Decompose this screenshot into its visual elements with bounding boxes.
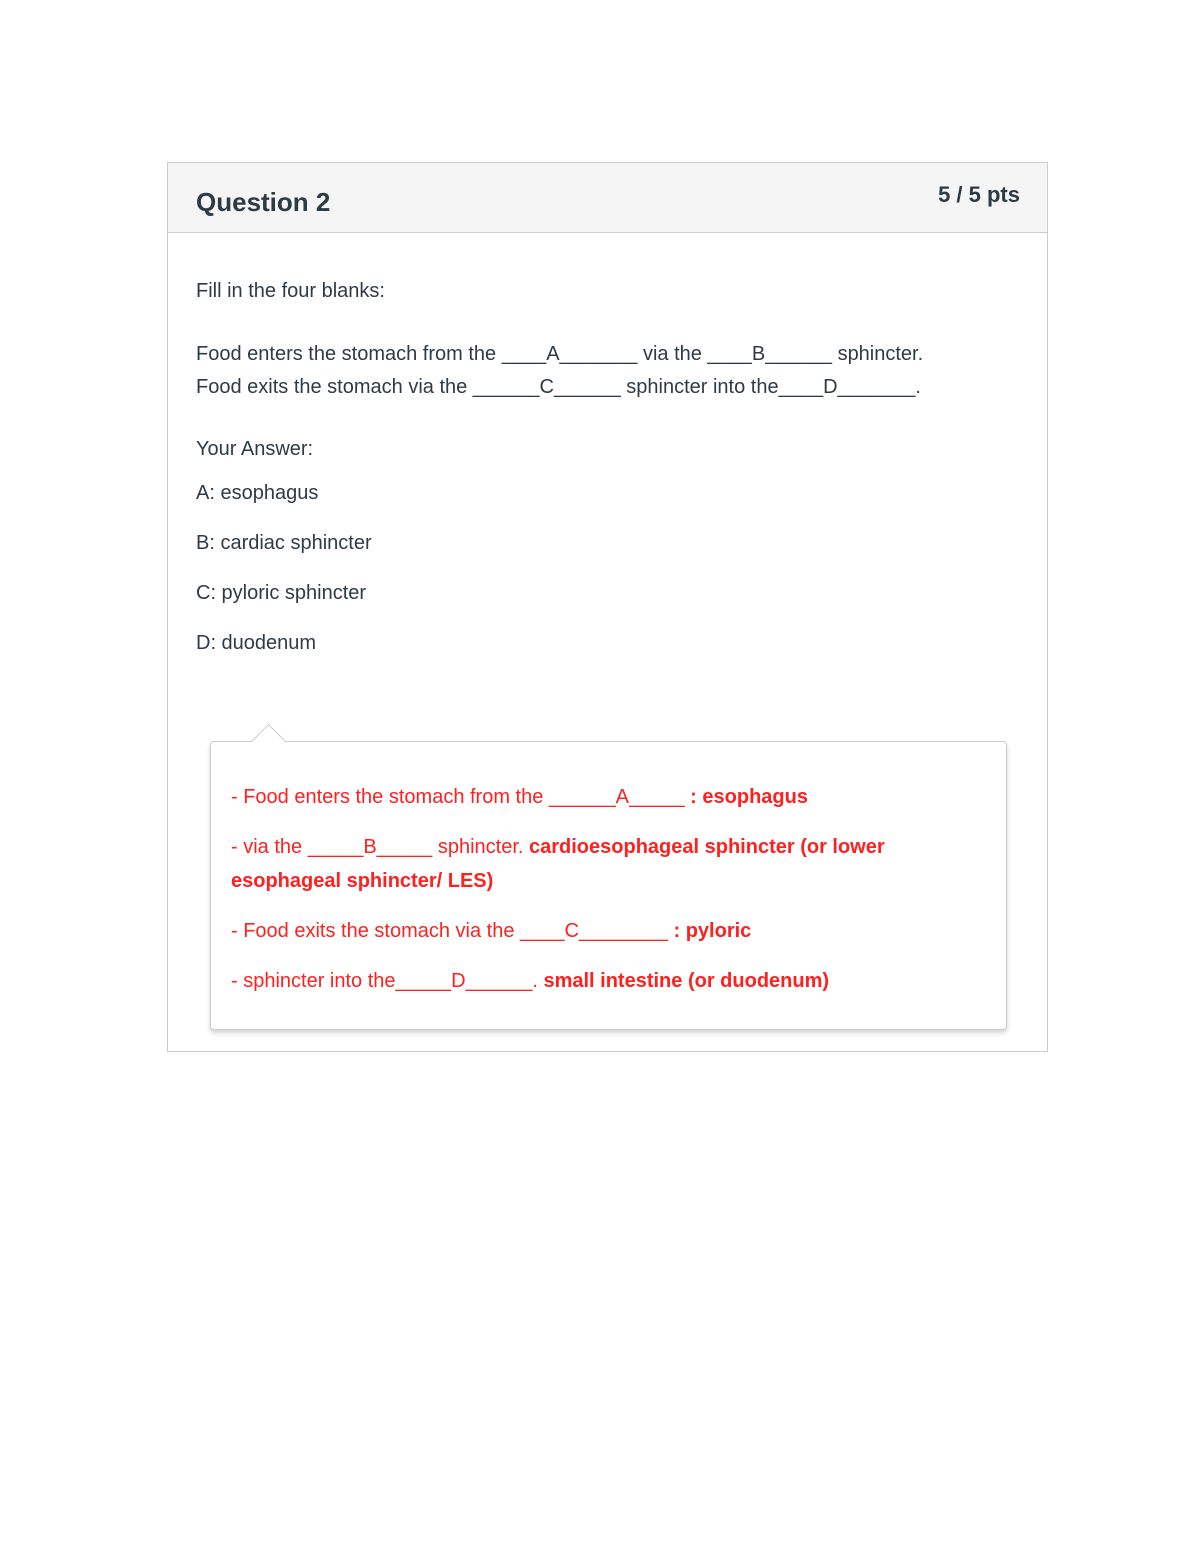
comment-pointer-arrow bbox=[251, 724, 286, 759]
question-title: Question 2 bbox=[196, 187, 331, 217]
answer-d: D: duodenum bbox=[196, 632, 317, 654]
comment-line-a-answer: : esophagus bbox=[690, 786, 808, 808]
question-body bbox=[196, 279, 1016, 681]
answer-c: C: pyloric sphincter bbox=[196, 582, 367, 604]
comment-line-c-answer: : pyloric bbox=[673, 920, 752, 942]
question-card bbox=[167, 162, 1048, 1052]
answer-b: B: cardiac sphincter bbox=[196, 532, 372, 554]
feedback-comment-box bbox=[210, 741, 1007, 1030]
comment-line-d-text: - sphincter into the_____D______. bbox=[231, 970, 544, 992]
comment-line-c bbox=[231, 914, 991, 948]
comment-line-b bbox=[231, 830, 991, 898]
comment-line-a-text: - Food enters the stomach from the ______A_____ bbox=[231, 786, 691, 808]
comment-line-b-text: - via the _____B_____ sphincter. bbox=[231, 836, 529, 858]
comment-line-d-answer: small intestine (or duodenum) bbox=[543, 970, 830, 992]
comment-line-a bbox=[231, 780, 991, 814]
question-sentence-2: Food exits the stomach via the ______C______ sphincter into the____D_______. bbox=[196, 376, 921, 398]
comment-line-c-text: - Food exits the stomach via the ____C________ bbox=[231, 920, 674, 942]
feedback-comment-content bbox=[231, 780, 991, 1014]
answer-a: A: esophagus bbox=[196, 482, 319, 504]
question-points: 5 / 5 pts bbox=[938, 182, 1020, 207]
comment-line-d bbox=[231, 964, 991, 998]
question-prompt: Fill in the four blanks: bbox=[196, 280, 385, 302]
question-header bbox=[168, 163, 1047, 233]
question-sentence-1: Food enters the stomach from the ____A_______ via the ____B______ sphincter. bbox=[196, 343, 924, 365]
comment-line-b-answer: cardioesophageal sphincter (or lower esophageal sphincter/ LES) bbox=[231, 836, 885, 892]
your-answer-heading: Your Answer: bbox=[196, 438, 314, 460]
